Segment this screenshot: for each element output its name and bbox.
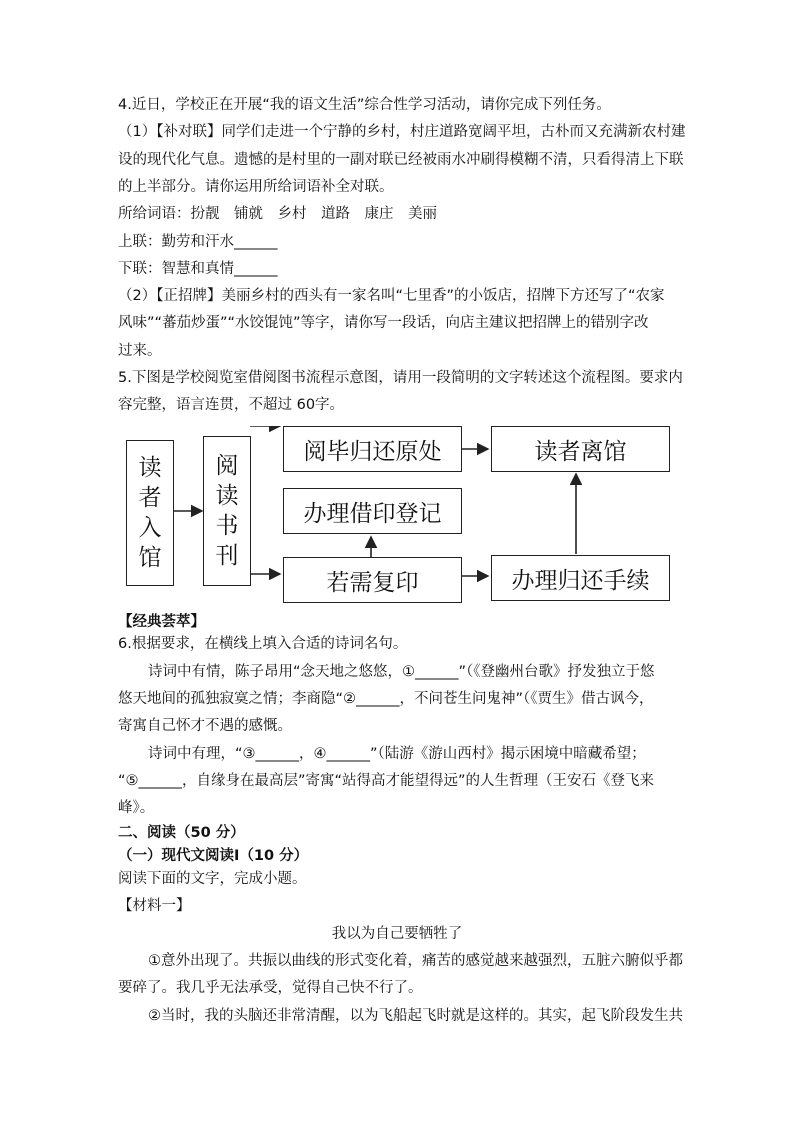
- box-read-char: 刊: [215, 543, 239, 569]
- paragraph-1-line-2: 要碎了。我几乎无法承受，觉得自己快不行了。: [118, 980, 423, 996]
- q4-line-8: （2）【正招牌】美丽乡村的西头有一家名叫“七里香”的小饭店，招牌下方还写了“农家: [118, 288, 665, 304]
- q5-line-1: 5.下图是学校阅览室借阅图书流程示意图，请用一段简明的文字转述这个流程图。要求内: [118, 370, 683, 386]
- q6-line-3: 悠天地间的孤独寂寞之情；李商隐“②______，不问苍生问鬼神”（《贾生》借古讽今，: [118, 691, 654, 707]
- box-return-procedure: 办理归还手续: [491, 555, 670, 601]
- flowchart: [126, 426, 672, 604]
- box-return-original-place: 阅毕归还原处: [283, 426, 462, 472]
- q6-line-1: 6.根据要求，在横线上填入合适的诗词名句。: [118, 636, 408, 652]
- article-title: 我以为自己要牺牲了: [331, 926, 463, 942]
- q4-line-6: 上联：勤劳和汗水______: [118, 234, 278, 250]
- q4-line-4: 的上半部分。请你运用所给词语补全对联。: [118, 179, 394, 195]
- q4-line-3: 设的现代化气息。遗憾的是村里的一副对联已经被雨水冲刷得模糊不清，只看得清上下联: [118, 152, 684, 168]
- box-reader-enter-char: 者: [138, 485, 162, 511]
- q6-line-7: 峰》。: [118, 800, 155, 816]
- q4-line-5: 所给词语：扮靓 铺就 乡村 道路 康庄 美丽: [118, 206, 437, 222]
- box-read: [203, 436, 251, 586]
- q4-line-9: 风味”“蕃茄炒蛋”“水饺馄饨”等字，请你写一段话，向店主建议把招牌上的错别字改: [118, 315, 649, 331]
- box-reader-enter: [126, 440, 174, 586]
- reading-instruction: 阅读下面的文字，完成小题。: [118, 871, 307, 887]
- box-borrow-copy-register: 办理借印登记: [283, 488, 462, 534]
- q4-line-10: 过来。: [118, 343, 162, 359]
- q5-line-2: 容完整，语言连贯，不超过 60字。: [118, 397, 345, 413]
- box-read-char: 书: [215, 513, 239, 539]
- q4-line-1: 4.近日，学校正在开展“我的语文生活”综合性学习活动，请你完成下列任务。: [118, 97, 611, 113]
- box-reader-enter-char: 读: [138, 455, 162, 481]
- box-reader-enter-char: 馆: [138, 545, 162, 571]
- box-reader-enter-char: 入: [138, 515, 162, 541]
- q4-line-7: 下联：智慧和真情______: [118, 261, 278, 277]
- section-heading-classics: 【经典荟萃】: [118, 614, 205, 630]
- section-heading-reading: 二、阅读（50 分）: [118, 825, 245, 841]
- box-read-char: 阅: [215, 453, 239, 479]
- q6-line-2: 诗词中有情，陈子昂用“念天地之悠悠，①______”（《登幽州台歌》抒发独立于悠: [148, 664, 655, 680]
- box-read-char: 读: [215, 483, 239, 509]
- paragraph-1-line-1: ①意外出现了。共振以曲线的形式变化着，痛苦的感觉越来越强烈，五脏六腑似乎都: [148, 953, 683, 969]
- box-if-copy: 若需复印: [283, 557, 462, 603]
- q4-line-2: （1）【补对联】同学们走进一个宁静的乡村，村庄道路宽阔平坦，古朴而又充满新农村建: [118, 124, 686, 140]
- subsection-heading: （一）现代文阅读Ⅰ（10 分）: [118, 848, 309, 864]
- q6-line-5: 诗词中有理，“③______，④______”（陆游《游山西村》揭示困境中暗藏希望；: [148, 746, 646, 762]
- q6-line-6: “⑤______，自缘身在最高层”寄寓“站得高才能望得远”的人生哲理（王安石《登飞来: [118, 773, 655, 789]
- box-reader-leave: 读者离馆: [491, 426, 670, 472]
- material-label: 【材料一】: [118, 898, 191, 914]
- paragraph-2-line-1: ②当时，我的头脑还非常清醒，以为飞船起飞时就是这样的。其实，起飞阶段发生共: [148, 1008, 683, 1024]
- q6-line-4: 寄寓自己怀才不遇的感慨。: [118, 718, 292, 734]
